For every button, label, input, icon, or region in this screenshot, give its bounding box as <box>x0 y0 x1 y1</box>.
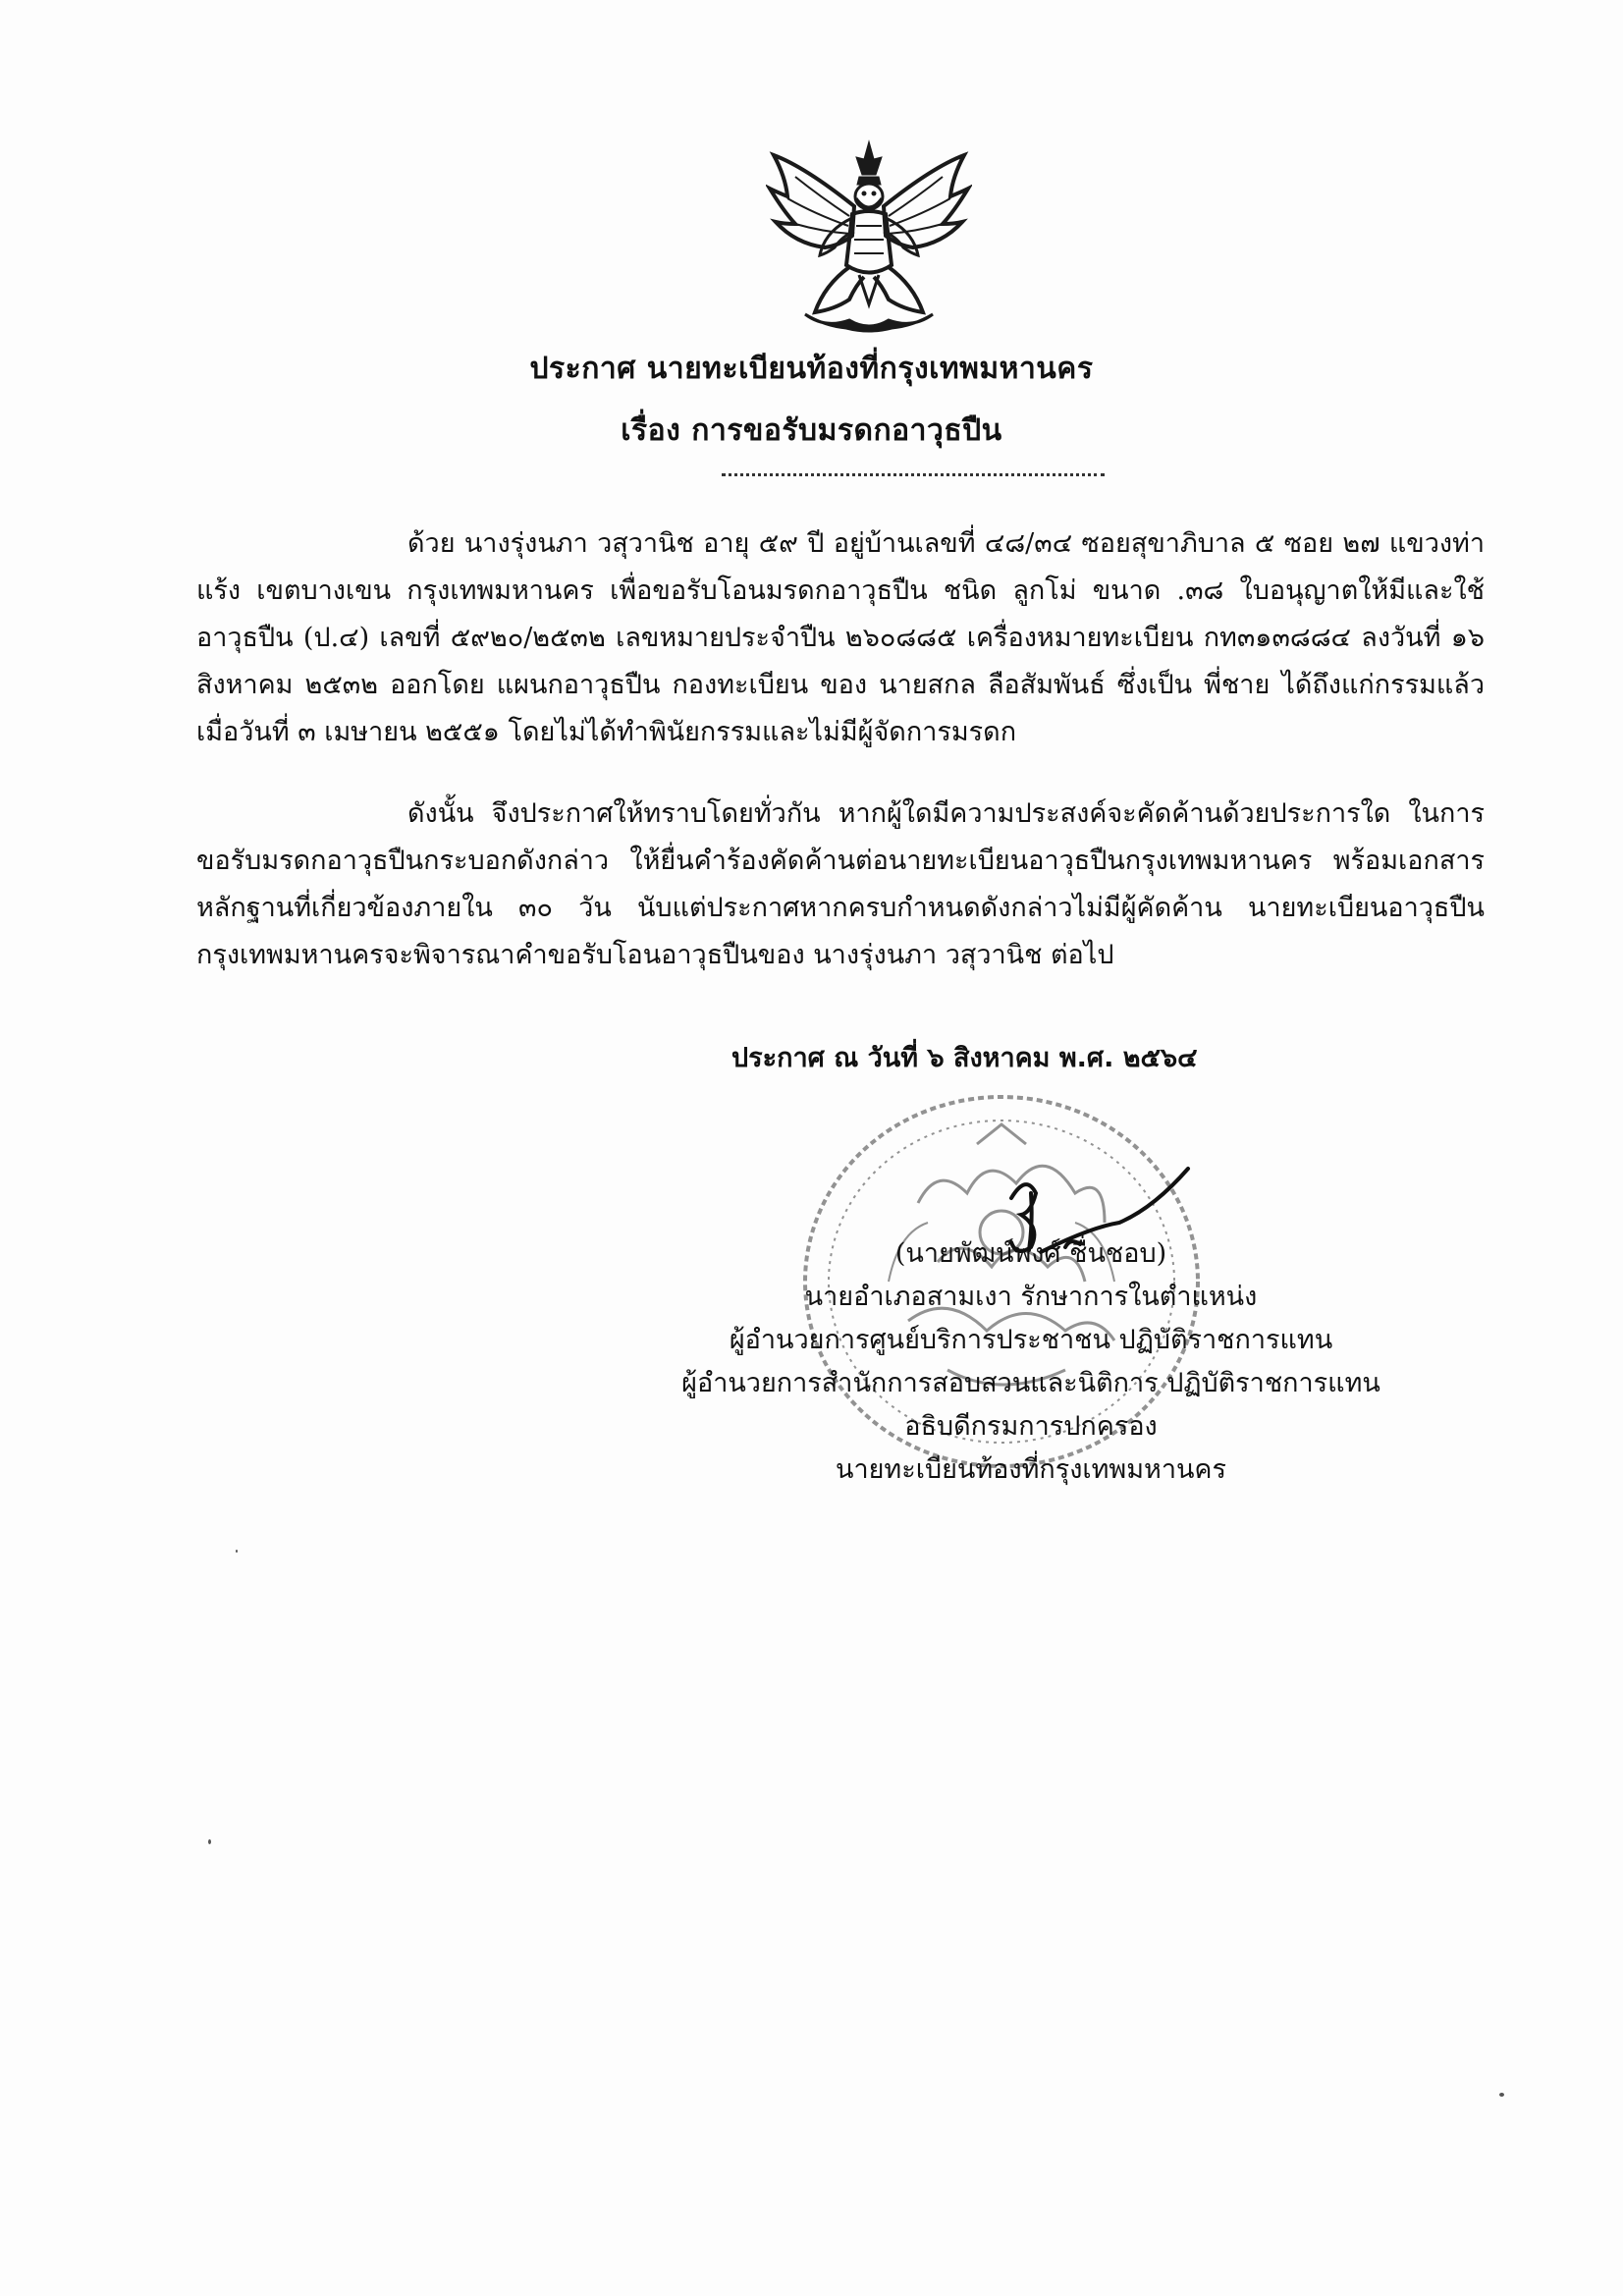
signatory-position-4: อธิบดีกรมการปกครอง <box>904 1411 1158 1442</box>
signatory-position-3: ผู้อำนวยการสำนักการสอบสวนและนิติการ ปฏิบัติราชการแทน <box>681 1368 1380 1398</box>
scan-speck <box>1499 2093 1504 2097</box>
signatory-position-5: นายทะเบียนท้องที่กรุงเทพมหานคร <box>835 1454 1226 1485</box>
signatory-name: (นายพัฒน์พงศ์ ชื่นชอบ) <box>894 1238 1167 1269</box>
announcement-subject: เรื่อง การขอรับมรดกอาวุธปืน <box>621 413 1002 448</box>
body-paragraph-2: ดังนั้น จึงประกาศให้ทราบโดยทั่วกัน หากผู้ใดมีความประสงค์จะคัดค้านด้วยประการใด ในการขอรับมรดกอาวุธปืนกระบอกดังกล่าว ให้ยื่นคำร้องคัดค้านต่อนายทะเบียนอาวุธปืนกรุงเทพมหานคร พร้อมเอกสารหลักฐานที่เกี่ยวข้องภายใน ๓๐ วัน นับแต่ประกาศหากครบกำหนดดังกล่าวไม่มีผู้คัดค้าน นายทะเบียนอาวุธปืนกรุงเทพมหานครจะพิจารณาคำขอรับโอนอาวุธปืนของ นางรุ่งนภา วสุวานิช ต่อไป <box>196 798 1485 970</box>
body-paragraph-1: ด้วย นางรุ่งนภา วสุวานิช อายุ ๕๙ ปี อยู่บ้านเลขที่ ๔๘/๓๔ ซอยสุขาภิบาล ๕ ซอย ๒๗ แขวงท่าแร้ง เขตบางเขน กรุงเทพมหานคร เพื่อขอรับโอนมรดกอาวุธปืน ชนิด ลูกโม่ ขนาด .๓๘ ใบอนุญาตให้มีและใช้อาวุธปืน (ป.๔) เลขที่ ๕๙๒๐/๒๕๓๒ เลขหมายประจำปืน ๒๖๐๘๘๕ เครื่องหมายทะเบียน กท๓๑๓๘๘๔ ลงวันที่ ๑๖ สิงหาคม ๒๕๓๒ ออกโดย แผนกอาวุธปืน กองทะเบียน ของ นายสกล ลือสัมพันธ์ ซึ่งเป็น พี่ชาย ได้ถึงแก่กรรมแล้ว เมื่อวันที่ ๓ เมษายน ๒๕๕๑ โดยไม่ได้ทำพินัยกรรมและไม่มีผู้จัดการมรดก <box>196 528 1485 747</box>
signature-block <box>589 1232 1473 1492</box>
scan-speck <box>236 1550 238 1553</box>
scan-speck <box>208 1839 211 1844</box>
announcement-date: ประกาศ ณ วันที่ ๖ สิงหาคม พ.ศ. ๒๕๖๔ <box>731 1043 1198 1073</box>
announcement-title: ประกาศ นายทะเบียนท้องที่กรุงเทพมหานคร <box>529 352 1094 386</box>
garuda-emblem-icon <box>766 137 972 334</box>
signatory-position-2: ผู้อำนวยการศูนย์บริการประชาชน ปฏิบัติราชการแทน <box>729 1325 1333 1355</box>
signatory-position-1: นายอำเภอสามเงา รักษาการในตำแหน่ง <box>804 1282 1258 1312</box>
dotted-divider <box>722 473 1105 476</box>
